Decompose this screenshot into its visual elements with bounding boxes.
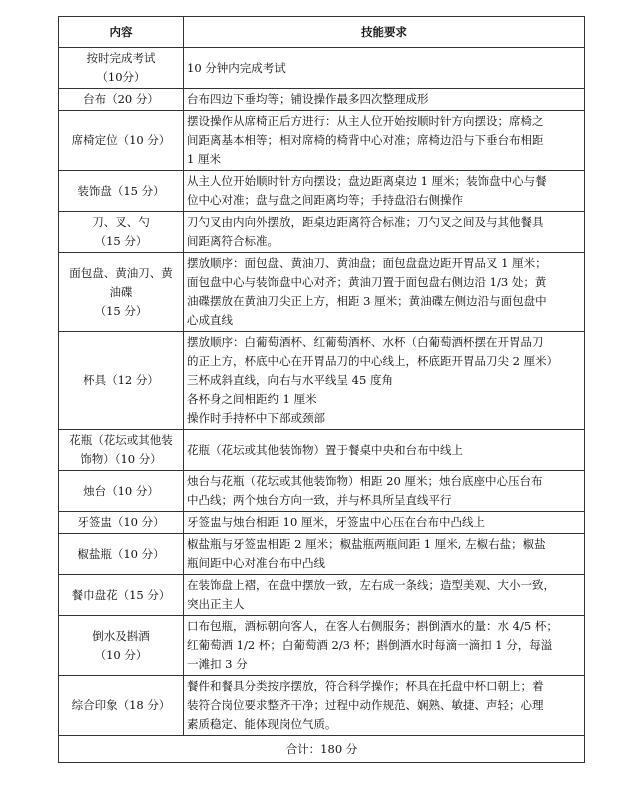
table-row [59, 212, 585, 253]
content-line: （10 分） [94, 647, 148, 662]
requirement-line: 椒盐瓶与牙签盅相距 2 厘米；椒盐瓶两瓶间距 1 厘米, 左椒右盐；椒盐 [187, 537, 546, 551]
content-line: 席椅定位（10 分） [71, 133, 171, 147]
requirement-cell [184, 676, 585, 736]
content-cell [59, 616, 184, 676]
requirement-cell [184, 534, 585, 575]
content-line: 饰物）（10 分） [80, 452, 162, 466]
requirement-line: 1 厘米 [187, 152, 221, 166]
table-row [59, 534, 585, 575]
requirement-line: 10 分钟内完成考试 [187, 60, 286, 75]
requirement-line: 台布四边下垂均等；铺设操作最多四次整理成形 [187, 92, 429, 106]
requirement-line: 牙签盅与烛台相距 10 厘米，牙签盅中心压在台布中凸线上 [187, 515, 485, 529]
requirement-cell [184, 512, 585, 534]
content-cell [59, 332, 184, 430]
content-line: （10分） [96, 70, 146, 84]
content-line: 装饰盘（15 分） [77, 183, 165, 198]
content-line: 按时完成考试 [86, 51, 156, 65]
content-line: 刀、叉、勺 [92, 215, 150, 229]
requirement-cell [184, 471, 585, 512]
requirement-cell [184, 171, 585, 212]
content-line: （15 分） [94, 234, 148, 248]
requirement-line: 烛台与花瓶（花坛或其他装饰物）相距 20 厘米；烛台底座中心压台布 [187, 474, 543, 488]
content-cell [59, 676, 184, 736]
content-cell [59, 534, 184, 575]
table-row [59, 332, 585, 430]
requirement-line: 一滩扣 3 分 [187, 657, 248, 671]
content-line: 餐巾盘花（15 分） [71, 587, 171, 602]
content-cell [59, 430, 184, 471]
requirement-line: 口布包瓶，酒标朝向客人，在客人右侧服务；斟倒酒水的量：水 4/5 杯； [187, 619, 558, 633]
content-line: 烛台（10 分） [83, 483, 159, 498]
requirement-cell [184, 575, 585, 616]
table-row [59, 575, 585, 616]
content-line: 台布（20 分） [83, 92, 159, 106]
content-cell [59, 89, 184, 111]
requirement-line: 面包盘中心与装饰盘中心对齐；黄油刀置于面包盘右侧边沿 1/3 处；黄 [187, 275, 547, 289]
total-row [59, 736, 585, 763]
table-row [59, 471, 585, 512]
content-cell [59, 512, 184, 534]
requirement-line: 素质稳定、能体现岗位气质。 [187, 717, 337, 731]
content-line: 椒盐瓶（10 分） [77, 546, 165, 561]
requirement-cell [184, 89, 585, 111]
content-cell [59, 575, 184, 616]
table-row [59, 512, 585, 534]
requirement-line: 在装饰盘上褶，在盘中摆放一致，左右成一条线；造型美观、大小一致， [187, 578, 555, 592]
requirement-line: 位中心对准；盘与盘之间距离均等；手持盘沿右侧操作 [187, 193, 463, 207]
content-line: （15 分） [94, 303, 148, 318]
table-row [59, 616, 585, 676]
requirement-cell [184, 111, 585, 171]
content-cell [59, 111, 184, 171]
requirement-line: 间距离基本相等；相对席椅的椅背中心对准；席椅边沿与下垂台布相距 [187, 133, 544, 147]
content-cell [59, 471, 184, 512]
table-row [59, 430, 585, 471]
requirement-line: 装符合岗位要求整齐干净；过程中动作规范、娴熟、敏捷、声轻；心理 [187, 698, 544, 712]
table-row [59, 253, 585, 332]
requirement-line: 瓶间距中心对准台布中凸线 [187, 556, 325, 570]
content-line: 油碟 [109, 284, 133, 299]
requirement-cell [184, 430, 585, 471]
requirement-line: 油碟摆放在黄油刀尖正上方，相距 3 厘米；黄油碟左侧边沿与面包盘中 [187, 294, 547, 308]
requirement-line: 心成直线 [187, 313, 233, 327]
table-row [59, 676, 585, 736]
requirement-line: 摆设操作从席椅正后方进行：从主人位开始按顺时针方向摆设；席椅之 [187, 114, 544, 128]
requirement-line: 摆放顺序：面包盘、黄油刀、黄油盘；面包盘盘边距开胃品叉 1 厘米； [187, 256, 547, 270]
table-row [59, 89, 585, 111]
content-cell [59, 253, 184, 332]
requirement-line: 间距离符合标准。 [187, 234, 279, 248]
requirement-line: 红葡萄酒 1/2 杯；白葡萄酒 2/3 杯；斟倒酒水时每滴一滴扣 1 分，每溢 [187, 638, 553, 652]
requirement-line: 从主人位开始顺时针方向摆设；盘边距离桌边 1 厘米；装饰盘中心与餐 [187, 174, 547, 188]
content-cell [59, 212, 184, 253]
requirement-line: 三杯成斜直线，向右与水平线呈 45 度角 [187, 373, 393, 387]
content-line: 杯具（12 分） [83, 373, 159, 387]
table-row [59, 111, 585, 171]
requirement-line: 操作时手持杯中下部或颈部 [187, 411, 325, 425]
content-cell [59, 48, 184, 89]
requirement-line: 餐件和餐具分类按序摆放，符合科学操作；杯具在托盘中杯口朝上；着 [187, 679, 544, 693]
requirement-line: 刀勺叉由内向外摆放，距桌边距离符合标准；刀勺叉之间及与其他餐具 [187, 215, 544, 229]
table-row [59, 171, 585, 212]
requirement-line: 摆放顺序：白葡萄酒杯、红葡萄酒杯、水杯（白葡萄酒杯摆在开胃品刀 [187, 335, 544, 349]
requirement-cell [184, 332, 585, 430]
table-row [59, 48, 585, 89]
content-line: 倒水及斟酒 [92, 628, 150, 643]
header-content: 内容 [59, 17, 184, 48]
requirement-cell [184, 253, 585, 332]
requirement-line: 突出正主人 [187, 597, 245, 611]
requirement-cell [184, 212, 585, 253]
content-line: 面包盘、黄油刀、黄 [69, 265, 173, 280]
content-line: 花瓶（花坛或其他装 [69, 433, 173, 447]
requirement-line: 各杯身之间相距约 1 厘米 [187, 392, 317, 406]
skill-requirements-table [58, 16, 585, 763]
content-line: 牙签盅（10 分） [77, 515, 165, 529]
requirement-cell [184, 616, 585, 676]
requirement-line: 花瓶（花坛或其他装饰物）置于餐桌中央和台布中线上 [187, 442, 463, 457]
header-requirement: 技能要求 [184, 17, 585, 48]
requirement-line: 的正上方，杯底中心在开胃品刀的中心线上，杯底距开胃品刀尖 2 厘米） [187, 354, 559, 368]
requirement-line: 中凸线；两个烛台方向一致，并与杯具所呈直线平行 [187, 493, 452, 507]
header-row [59, 17, 585, 48]
total-cell: 合计：180 分 [59, 736, 585, 763]
requirement-cell [184, 48, 585, 89]
content-cell [59, 171, 184, 212]
content-line: 综合印象（18 分） [71, 698, 171, 712]
